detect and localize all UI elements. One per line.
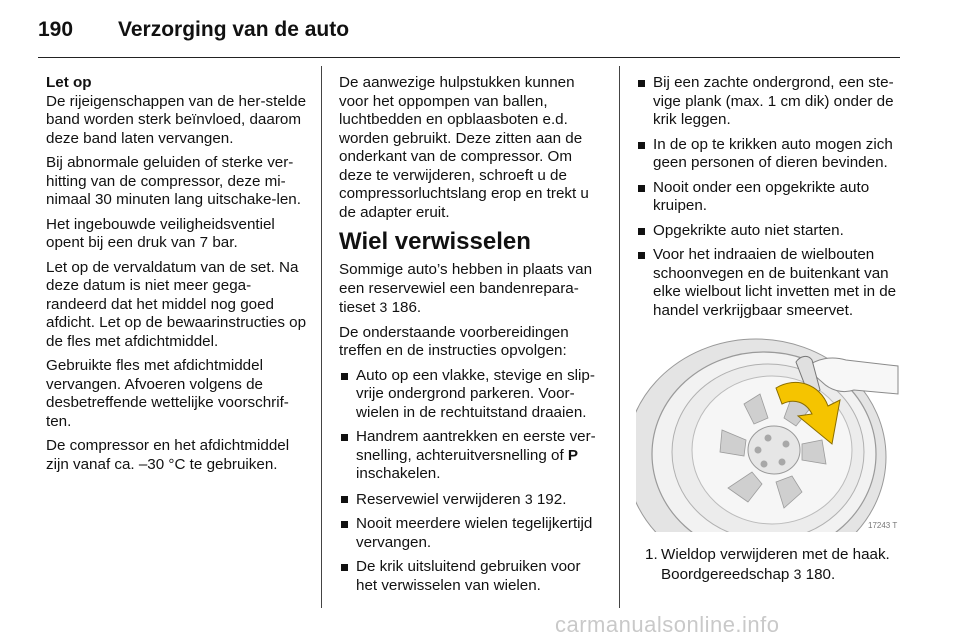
paragraph: De compressor en het afdichtmiddel zijn vanaf ca. –30 °C te gebruiken. <box>46 437 290 473</box>
list-item <box>339 367 604 423</box>
watermark: carmanualsonline.info <box>555 612 780 637</box>
step-number: 1. <box>645 546 658 563</box>
page-ref-arrow-icon: 3 <box>379 299 388 315</box>
paragraph-text: Sommige auto’s hebben in plaats van een reservewiel een bandenrepara-tieset <box>339 261 593 316</box>
note-text: De rijeigenschappen van de her-stelde band worden sterk beïnvloed, daarom deze band laten vervangen. <box>46 92 307 147</box>
list-item-text: Nooit onder een opgekrikte auto kruipen. <box>653 178 870 214</box>
paragraph: De aanwezige hulpstukken kunnen voor het oppompen van ballen, luchtbedden en opblaasboten e.d. worden gebruikt. Deze zitten aan de onderkant van de compressor. Om deze te verwijderen, schroeft u de compressorluchtslang erop en trekt u de adapter eruit. <box>339 74 589 221</box>
list-item <box>636 179 902 216</box>
list-item-text: Opgekrikte auto niet starten. <box>653 221 844 239</box>
list-item-text: Reservewiel verwijderen <box>356 490 521 508</box>
list-item <box>636 136 902 173</box>
list-item <box>339 428 604 484</box>
list-item-text: Handrem aantrekken en eerste ver-snelling, achteruitversnelling of <box>356 428 596 464</box>
paragraph: Gebruikte fles met afdichtmiddel vervangen. Afvoeren volgens de desbetreffende wettelijke voorschrif-ten. <box>46 357 289 430</box>
paragraph <box>339 261 604 318</box>
paragraph: Bij abnormale geluiden of sterke ver-hitting van de compressor, deze mi-nimaal 30 minuten lang uitschake-len. <box>46 154 301 208</box>
list-item <box>339 490 604 510</box>
bullet-square-icon <box>638 185 645 192</box>
list-item-text: Nooit meerdere wielen tegelijkertijd vervangen. <box>356 515 593 551</box>
paragraph: De onderstaande voorbereidingen treffen en de instructies opvolgen: <box>339 323 569 359</box>
list-item-text: Auto op een vlakke, stevige en slip-vrije ondergrond parkeren. Voor-wielen in de rechtuitstand draaien. <box>356 366 595 421</box>
page-ref-link[interactable]: 186. <box>391 299 422 316</box>
bullet-square-icon <box>341 434 348 441</box>
bullet-square-icon <box>341 496 348 503</box>
column-2 <box>339 74 604 601</box>
figure-code: 17243 T <box>868 521 898 530</box>
bullet-square-icon <box>638 80 645 87</box>
bullet-square-icon <box>638 142 645 149</box>
list-item-text: Bij een zachte ondergrond, een ste-vige plank (max. 1 cm dik) onder de krik leggen. <box>653 74 894 128</box>
page-ref-link[interactable]: 192. <box>536 490 567 508</box>
step-text: Wieldop verwijderen met de haak. Boordgereedschap <box>661 546 890 583</box>
column-1 <box>46 74 308 480</box>
column-divider-1 <box>321 66 322 608</box>
bullet-square-icon <box>341 521 348 528</box>
paragraph: Let op de vervaldatum van de set. Na deze datum is niet meer gega-randeerd dat het middel nog goed afdicht. Let op de bewaarinstructies op de fles met afdichtmiddel. <box>46 258 307 350</box>
section-title: Wiel verwisselen <box>339 228 531 255</box>
bullet-square-icon <box>341 373 348 380</box>
list-item-text: In de op te krikken auto mogen zich geen personen of dieren bevinden. <box>653 135 893 171</box>
column-divider-2 <box>619 66 620 608</box>
note-title: Let op <box>46 74 92 91</box>
paragraph: Het ingebouwde veiligheidsventiel opent bij een druk van 7 bar. <box>46 215 275 251</box>
column-3 <box>636 74 902 584</box>
bullet-square-icon <box>638 228 645 235</box>
list-item <box>339 515 604 552</box>
list-item <box>636 246 902 320</box>
bullet-square-icon <box>341 564 348 571</box>
step-item <box>636 546 902 584</box>
list-item <box>339 558 604 595</box>
page-header <box>38 14 900 58</box>
list-item-text: Voor het indraaien de wielbouten schoonvegen en de buitenkant van elke wielbout licht invetten met in de handel verkrijgbaar smeervet. <box>653 246 897 319</box>
page-number: 190 <box>38 18 74 41</box>
wheel-cover-illustration <box>636 332 902 532</box>
caution-note <box>46 74 308 148</box>
list-item <box>636 74 902 130</box>
list-item-text: De krik uitsluitend gebruiken voor het verwisselen van wielen. <box>356 558 581 594</box>
page-ref-link[interactable]: 180. <box>805 565 836 583</box>
gear-p-label: P <box>567 446 579 464</box>
page-ref-arrow-icon: 3 <box>524 490 533 507</box>
list-item <box>636 222 902 241</box>
bullet-square-icon <box>638 252 645 259</box>
page-title: Verzorging van de auto <box>118 18 350 41</box>
page-ref-arrow-icon: 3 <box>793 565 802 582</box>
list-item-text: inschakelen. <box>356 465 441 482</box>
